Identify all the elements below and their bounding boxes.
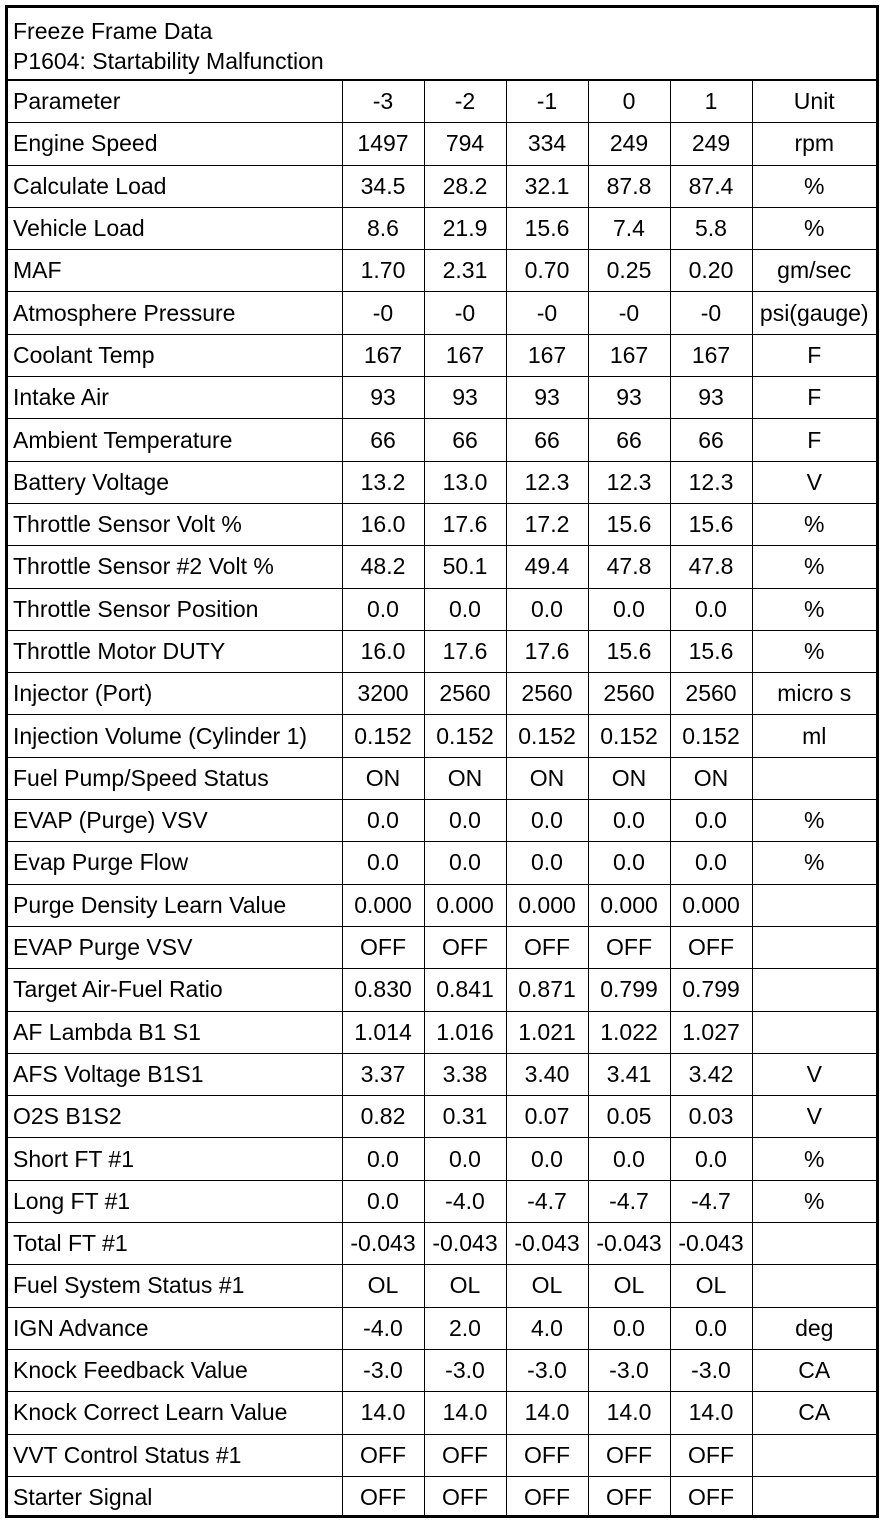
value-cell-minus-3: 0.152: [342, 715, 424, 757]
value-cell-0: 14.0: [588, 1392, 670, 1434]
value-cell-0: 249: [588, 123, 670, 165]
table-row: [8, 715, 876, 757]
value-cell-0: OFF: [588, 926, 670, 968]
value-cell-minus-1: -0.043: [506, 1223, 588, 1265]
value-cell-minus-3: 0.82: [342, 1096, 424, 1138]
value-cell-minus-2: ON: [424, 757, 506, 799]
value-cell-minus-3: OFF: [342, 1476, 424, 1518]
value-cell-0: -0.043: [588, 1223, 670, 1265]
value-cell-0: 7.4: [588, 207, 670, 249]
value-cell-minus-1: OFF: [506, 926, 588, 968]
value-cell-0: 0.799: [588, 969, 670, 1011]
parameter-cell: Throttle Motor DUTY: [8, 630, 342, 672]
unit-cell: [752, 884, 876, 926]
value-cell-minus-1: 0.0: [506, 1138, 588, 1180]
unit-cell: rpm: [752, 123, 876, 165]
freeze-frame-document: [5, 5, 879, 1518]
column-header: -2: [424, 81, 506, 123]
unit-cell: ml: [752, 715, 876, 757]
value-cell-0: 3.41: [588, 1053, 670, 1095]
parameter-cell: Purge Density Learn Value: [8, 884, 342, 926]
unit-cell: CA: [752, 1349, 876, 1391]
parameter-cell: VVT Control Status #1: [8, 1434, 342, 1476]
value-cell-minus-1: -4.7: [506, 1180, 588, 1222]
column-header: Unit: [752, 81, 876, 123]
unit-cell: %: [752, 503, 876, 545]
unit-cell: F: [752, 419, 876, 461]
value-cell-plus-1: 0.0: [670, 1307, 752, 1349]
value-cell-minus-1: 167: [506, 334, 588, 376]
value-cell-plus-1: -0: [670, 292, 752, 334]
unit-cell: V: [752, 1096, 876, 1138]
value-cell-plus-1: 14.0: [670, 1392, 752, 1434]
value-cell-minus-3: 8.6: [342, 207, 424, 249]
value-cell-plus-1: OFF: [670, 1476, 752, 1518]
value-cell-plus-1: 0.000: [670, 884, 752, 926]
value-cell-minus-1: 12.3: [506, 461, 588, 503]
value-cell-minus-2: -3.0: [424, 1349, 506, 1391]
value-cell-minus-2: 66: [424, 419, 506, 461]
value-cell-minus-3: 48.2: [342, 546, 424, 588]
value-cell-minus-2: 0.0: [424, 800, 506, 842]
value-cell-minus-2: OFF: [424, 926, 506, 968]
value-cell-minus-1: 334: [506, 123, 588, 165]
table-row: [8, 165, 876, 207]
value-cell-minus-1: 14.0: [506, 1392, 588, 1434]
value-cell-minus-3: -0: [342, 292, 424, 334]
value-cell-0: 12.3: [588, 461, 670, 503]
value-cell-minus-3: 0.0: [342, 588, 424, 630]
value-cell-minus-2: OFF: [424, 1434, 506, 1476]
value-cell-plus-1: 93: [670, 377, 752, 419]
parameter-cell: Fuel System Status #1: [8, 1265, 342, 1307]
value-cell-plus-1: 1.027: [670, 1011, 752, 1053]
table-row: [8, 1392, 876, 1434]
value-cell-minus-2: -0.043: [424, 1223, 506, 1265]
value-cell-minus-3: -4.0: [342, 1307, 424, 1349]
value-cell-minus-3: 1.014: [342, 1011, 424, 1053]
value-cell-minus-3: 1497: [342, 123, 424, 165]
value-cell-minus-3: 1.70: [342, 250, 424, 292]
unit-cell: [752, 1265, 876, 1307]
table-row: [8, 546, 876, 588]
value-cell-plus-1: 0.03: [670, 1096, 752, 1138]
value-cell-minus-2: 167: [424, 334, 506, 376]
parameter-cell: Long FT #1: [8, 1180, 342, 1222]
value-cell-0: 0.152: [588, 715, 670, 757]
table-row: [8, 207, 876, 249]
value-cell-minus-3: 13.2: [342, 461, 424, 503]
value-cell-minus-3: 0.0: [342, 842, 424, 884]
value-cell-minus-2: 28.2: [424, 165, 506, 207]
value-cell-0: OL: [588, 1265, 670, 1307]
value-cell-minus-2: 0.0: [424, 842, 506, 884]
value-cell-plus-1: 3.42: [670, 1053, 752, 1095]
parameter-cell: Knock Feedback Value: [8, 1349, 342, 1391]
value-cell-0: 93: [588, 377, 670, 419]
parameter-cell: EVAP Purge VSV: [8, 926, 342, 968]
parameter-cell: Throttle Sensor #2 Volt %: [8, 546, 342, 588]
unit-cell: [752, 1476, 876, 1518]
value-cell-0: OFF: [588, 1434, 670, 1476]
unit-cell: micro s: [752, 673, 876, 715]
table-row: [8, 503, 876, 545]
value-cell-plus-1: -0.043: [670, 1223, 752, 1265]
value-cell-0: 2560: [588, 673, 670, 715]
value-cell-minus-2: 1.016: [424, 1011, 506, 1053]
value-cell-minus-3: 0.830: [342, 969, 424, 1011]
parameter-cell: O2S B1S2: [8, 1096, 342, 1138]
value-cell-minus-1: 2560: [506, 673, 588, 715]
unit-cell: %: [752, 842, 876, 884]
table-row: [8, 461, 876, 503]
table-row: [8, 1011, 876, 1053]
value-cell-minus-3: OFF: [342, 926, 424, 968]
table-row: [8, 377, 876, 419]
unit-cell: %: [752, 630, 876, 672]
table-row: [8, 1476, 876, 1518]
parameter-cell: Calculate Load: [8, 165, 342, 207]
value-cell-plus-1: OL: [670, 1265, 752, 1307]
table-row: [8, 250, 876, 292]
parameter-cell: Short FT #1: [8, 1138, 342, 1180]
value-cell-minus-2: 17.6: [424, 630, 506, 672]
value-cell-plus-1: 2560: [670, 673, 752, 715]
value-cell-minus-2: -4.0: [424, 1180, 506, 1222]
parameter-cell: AFS Voltage B1S1: [8, 1053, 342, 1095]
value-cell-plus-1: 167: [670, 334, 752, 376]
value-cell-minus-3: 0.0: [342, 1138, 424, 1180]
value-cell-minus-1: -3.0: [506, 1349, 588, 1391]
value-cell-minus-1: 0.871: [506, 969, 588, 1011]
value-cell-minus-1: 66: [506, 419, 588, 461]
value-cell-minus-1: 0.0: [506, 800, 588, 842]
value-cell-minus-1: 49.4: [506, 546, 588, 588]
unit-cell: %: [752, 1180, 876, 1222]
value-cell-0: 66: [588, 419, 670, 461]
parameter-cell: Intake Air: [8, 377, 342, 419]
table-row: [8, 1307, 876, 1349]
value-cell-minus-1: 0.70: [506, 250, 588, 292]
value-cell-plus-1: 249: [670, 123, 752, 165]
unit-cell: %: [752, 1138, 876, 1180]
parameter-cell: Vehicle Load: [8, 207, 342, 249]
value-cell-minus-2: 14.0: [424, 1392, 506, 1434]
table-row: [8, 1053, 876, 1095]
value-cell-minus-3: 167: [342, 334, 424, 376]
value-cell-minus-3: 14.0: [342, 1392, 424, 1434]
value-cell-0: 15.6: [588, 630, 670, 672]
value-cell-minus-3: 0.0: [342, 1180, 424, 1222]
value-cell-minus-1: 0.07: [506, 1096, 588, 1138]
parameter-cell: Target Air-Fuel Ratio: [8, 969, 342, 1011]
value-cell-0: 0.05: [588, 1096, 670, 1138]
parameter-cell: EVAP (Purge) VSV: [8, 800, 342, 842]
value-cell-minus-2: 93: [424, 377, 506, 419]
parameter-cell: Total FT #1: [8, 1223, 342, 1265]
value-cell-minus-1: 4.0: [506, 1307, 588, 1349]
column-header: Parameter: [8, 81, 342, 123]
table-row: [8, 1180, 876, 1222]
value-cell-minus-2: 794: [424, 123, 506, 165]
parameter-cell: Evap Purge Flow: [8, 842, 342, 884]
table-row: [8, 673, 876, 715]
value-cell-0: -0: [588, 292, 670, 334]
value-cell-plus-1: 66: [670, 419, 752, 461]
value-cell-minus-1: OFF: [506, 1434, 588, 1476]
unit-cell: [752, 1434, 876, 1476]
value-cell-minus-3: OL: [342, 1265, 424, 1307]
value-cell-0: 0.000: [588, 884, 670, 926]
table-row: [8, 630, 876, 672]
value-cell-minus-2: OFF: [424, 1476, 506, 1518]
parameter-cell: Ambient Temperature: [8, 419, 342, 461]
table-row: [8, 926, 876, 968]
table-row: [8, 1223, 876, 1265]
value-cell-0: 0.0: [588, 1138, 670, 1180]
unit-cell: [752, 969, 876, 1011]
value-cell-minus-3: 66: [342, 419, 424, 461]
parameter-cell: IGN Advance: [8, 1307, 342, 1349]
parameter-cell: Engine Speed: [8, 123, 342, 165]
table-row: [8, 1434, 876, 1476]
value-cell-minus-1: 3.40: [506, 1053, 588, 1095]
value-cell-minus-1: 32.1: [506, 165, 588, 207]
table-row: [8, 1096, 876, 1138]
value-cell-minus-1: OL: [506, 1265, 588, 1307]
value-cell-minus-2: 0.31: [424, 1096, 506, 1138]
value-cell-minus-1: 1.021: [506, 1011, 588, 1053]
table-row: [8, 588, 876, 630]
document-title: Freeze Frame Data: [13, 18, 213, 44]
freeze-frame-table: [8, 81, 876, 1518]
value-cell-0: 15.6: [588, 503, 670, 545]
unit-cell: deg: [752, 1307, 876, 1349]
value-cell-minus-3: 34.5: [342, 165, 424, 207]
value-cell-minus-2: -0: [424, 292, 506, 334]
value-cell-0: 0.0: [588, 842, 670, 884]
value-cell-minus-3: OFF: [342, 1434, 424, 1476]
value-cell-plus-1: 47.8: [670, 546, 752, 588]
value-cell-minus-2: 0.841: [424, 969, 506, 1011]
column-header: 0: [588, 81, 670, 123]
column-header: -3: [342, 81, 424, 123]
value-cell-minus-3: ON: [342, 757, 424, 799]
value-cell-0: 1.022: [588, 1011, 670, 1053]
parameter-cell: Knock Correct Learn Value: [8, 1392, 342, 1434]
value-cell-0: 0.0: [588, 588, 670, 630]
value-cell-minus-2: 2.31: [424, 250, 506, 292]
parameter-cell: Injector (Port): [8, 673, 342, 715]
value-cell-minus-2: 21.9: [424, 207, 506, 249]
value-cell-minus-1: 0.000: [506, 884, 588, 926]
parameter-cell: Battery Voltage: [8, 461, 342, 503]
value-cell-minus-3: 93: [342, 377, 424, 419]
unit-cell: [752, 1223, 876, 1265]
table-row: [8, 1138, 876, 1180]
unit-cell: CA: [752, 1392, 876, 1434]
value-cell-minus-2: 50.1: [424, 546, 506, 588]
parameter-cell: Injection Volume (Cylinder 1): [8, 715, 342, 757]
value-cell-plus-1: 0.799: [670, 969, 752, 1011]
table-row: [8, 1265, 876, 1307]
column-header: -1: [506, 81, 588, 123]
value-cell-plus-1: -3.0: [670, 1349, 752, 1391]
value-cell-0: -3.0: [588, 1349, 670, 1391]
unit-cell: F: [752, 334, 876, 376]
value-cell-minus-1: 93: [506, 377, 588, 419]
unit-cell: [752, 926, 876, 968]
table-row: [8, 884, 876, 926]
parameter-cell: Throttle Sensor Position: [8, 588, 342, 630]
value-cell-plus-1: ON: [670, 757, 752, 799]
value-cell-minus-3: 0.000: [342, 884, 424, 926]
value-cell-plus-1: 0.0: [670, 588, 752, 630]
value-cell-0: 0.25: [588, 250, 670, 292]
value-cell-minus-2: 0.000: [424, 884, 506, 926]
value-cell-minus-3: -3.0: [342, 1349, 424, 1391]
title-block: [8, 8, 876, 81]
value-cell-minus-1: -0: [506, 292, 588, 334]
parameter-cell: Atmosphere Pressure: [8, 292, 342, 334]
unit-cell: %: [752, 800, 876, 842]
dtc-description: P1604: Startability Malfunction: [13, 48, 324, 74]
unit-cell: V: [752, 1053, 876, 1095]
value-cell-minus-2: 2.0: [424, 1307, 506, 1349]
value-cell-0: 87.8: [588, 165, 670, 207]
unit-cell: [752, 1011, 876, 1053]
unit-cell: gm/sec: [752, 250, 876, 292]
value-cell-minus-3: 0.0: [342, 800, 424, 842]
table-row: [8, 969, 876, 1011]
value-cell-plus-1: 0.152: [670, 715, 752, 757]
table-row: [8, 1349, 876, 1391]
value-cell-0: -4.7: [588, 1180, 670, 1222]
parameter-cell: MAF: [8, 250, 342, 292]
value-cell-0: 167: [588, 334, 670, 376]
parameter-cell: Fuel Pump/Speed Status: [8, 757, 342, 799]
value-cell-plus-1: 0.0: [670, 1138, 752, 1180]
value-cell-minus-1: OFF: [506, 1476, 588, 1518]
table-row: [8, 757, 876, 799]
value-cell-plus-1: 0.20: [670, 250, 752, 292]
value-cell-0: 0.0: [588, 1307, 670, 1349]
value-cell-minus-2: 0.0: [424, 588, 506, 630]
value-cell-minus-1: ON: [506, 757, 588, 799]
value-cell-minus-1: 17.2: [506, 503, 588, 545]
value-cell-minus-1: 15.6: [506, 207, 588, 249]
table-row: [8, 334, 876, 376]
value-cell-minus-1: 0.0: [506, 588, 588, 630]
unit-cell: %: [752, 588, 876, 630]
value-cell-0: 47.8: [588, 546, 670, 588]
table-row: [8, 123, 876, 165]
value-cell-plus-1: 87.4: [670, 165, 752, 207]
value-cell-plus-1: 5.8: [670, 207, 752, 249]
value-cell-minus-1: 0.0: [506, 842, 588, 884]
value-cell-plus-1: OFF: [670, 1434, 752, 1476]
unit-cell: %: [752, 546, 876, 588]
value-cell-0: 0.0: [588, 800, 670, 842]
value-cell-minus-2: 3.38: [424, 1053, 506, 1095]
unit-cell: V: [752, 461, 876, 503]
parameter-cell: Throttle Sensor Volt %: [8, 503, 342, 545]
value-cell-plus-1: -4.7: [670, 1180, 752, 1222]
table-row: [8, 842, 876, 884]
unit-cell: F: [752, 377, 876, 419]
value-cell-minus-2: 2560: [424, 673, 506, 715]
table-row: [8, 419, 876, 461]
value-cell-plus-1: 15.6: [670, 630, 752, 672]
value-cell-plus-1: 15.6: [670, 503, 752, 545]
value-cell-minus-2: 13.0: [424, 461, 506, 503]
column-header: 1: [670, 81, 752, 123]
unit-cell: [752, 757, 876, 799]
value-cell-plus-1: 0.0: [670, 800, 752, 842]
value-cell-plus-1: 0.0: [670, 842, 752, 884]
value-cell-minus-2: 0.152: [424, 715, 506, 757]
value-cell-minus-1: 0.152: [506, 715, 588, 757]
table-row: [8, 292, 876, 334]
value-cell-minus-2: 0.0: [424, 1138, 506, 1180]
parameter-cell: AF Lambda B1 S1: [8, 1011, 342, 1053]
value-cell-minus-3: 16.0: [342, 503, 424, 545]
value-cell-plus-1: 12.3: [670, 461, 752, 503]
table-row: [8, 800, 876, 842]
value-cell-minus-3: 3.37: [342, 1053, 424, 1095]
value-cell-minus-3: -0.043: [342, 1223, 424, 1265]
value-cell-minus-2: 17.6: [424, 503, 506, 545]
value-cell-minus-3: 3200: [342, 673, 424, 715]
parameter-cell: Coolant Temp: [8, 334, 342, 376]
value-cell-plus-1: OFF: [670, 926, 752, 968]
value-cell-0: OFF: [588, 1476, 670, 1518]
unit-cell: %: [752, 207, 876, 249]
unit-cell: %: [752, 165, 876, 207]
value-cell-minus-1: 17.6: [506, 630, 588, 672]
table-header-row: [8, 81, 876, 123]
value-cell-0: ON: [588, 757, 670, 799]
unit-cell: psi(gauge): [752, 292, 876, 334]
value-cell-minus-3: 16.0: [342, 630, 424, 672]
value-cell-minus-2: OL: [424, 1265, 506, 1307]
parameter-cell: Starter Signal: [8, 1476, 342, 1518]
